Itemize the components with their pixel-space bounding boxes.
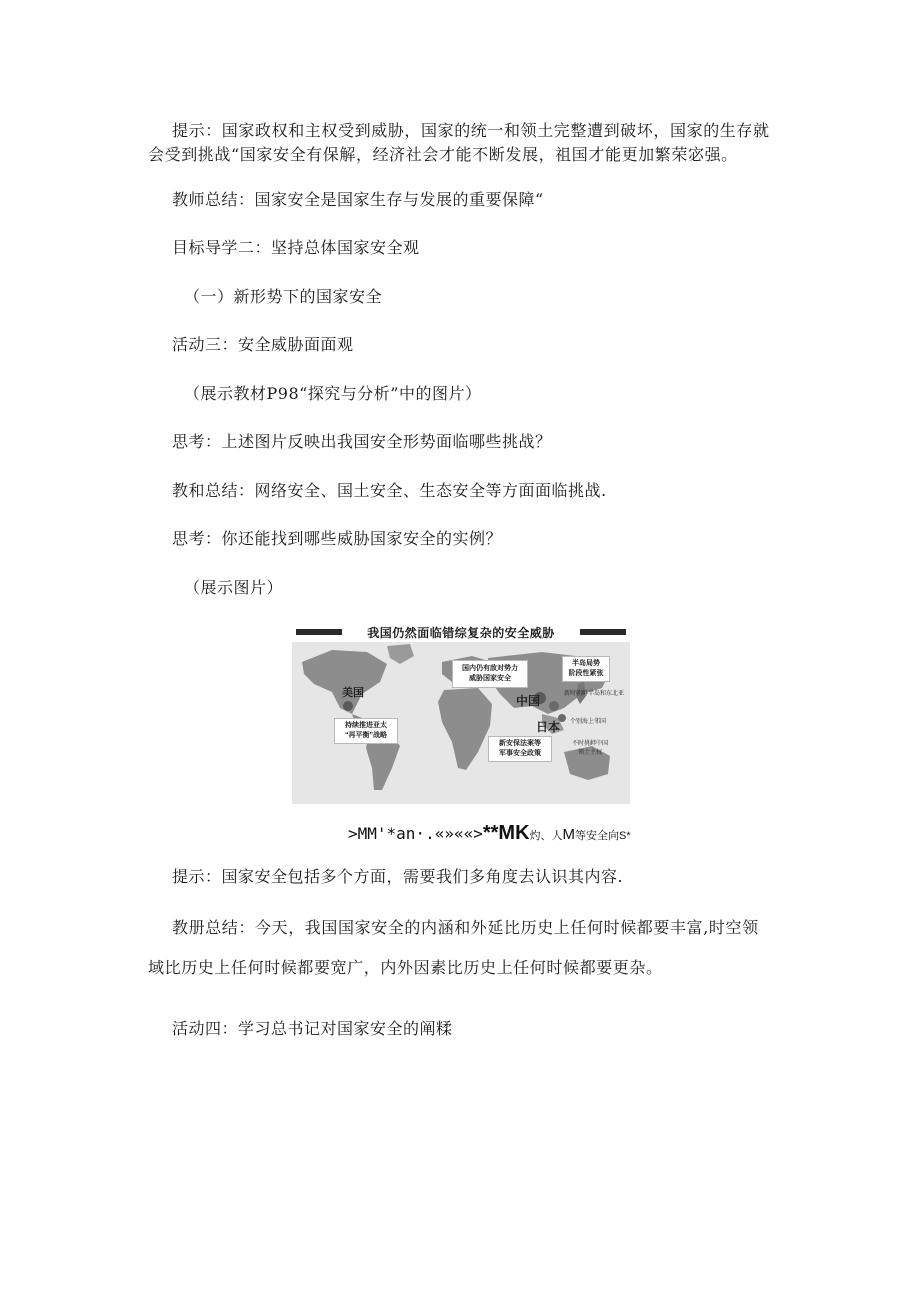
- activity-3-heading: 活动三：安全威胁面面观: [172, 335, 354, 354]
- threat-box-peninsula-line-1: 半岛局势: [572, 660, 600, 667]
- threat-box-security-law: [488, 736, 552, 762]
- goal-heading-2: 目标导学二：坚持总体国家安全观: [172, 238, 420, 257]
- summary-3-line-2: 域比历史上任何时候都要宽广，内外因素比历史上任何时候都要更杂。: [148, 958, 663, 977]
- hint-paragraph-1: [148, 119, 788, 167]
- show-textbook-note: （展示教材P98“探究与分析”中的图片）: [184, 384, 482, 403]
- threat-box-rebalance: [334, 718, 398, 744]
- sea-marker: [549, 701, 559, 711]
- summary-3-line-1: 教册总结：今天，我国国家安全的内涵和外延比历史上任何时候都要丰富,时空领: [172, 918, 759, 937]
- figure-title-bar: [292, 622, 630, 642]
- hint-1-line-2: 会受到挑战“国家安全有保解，经济社会才能不断发展，祖国才能更加繁荣宓强。: [148, 145, 738, 164]
- show-picture-note: （展示图片）: [184, 578, 284, 597]
- usa-marker: [343, 701, 353, 711]
- caption-part-1: >MM'*an·.«»««>: [348, 824, 483, 843]
- caption-part-2: **MK: [482, 822, 530, 844]
- title-bar-left: [296, 629, 342, 635]
- section-heading-1: （一）新形势下的国家安全: [184, 287, 383, 306]
- teacher-summary-1: 教师总结：国家安全是国家生存与发展的重要保障“: [172, 190, 544, 209]
- label-china: 中国: [516, 694, 541, 708]
- threat-label-northeast-asia: 新时朝鲜半岛和东北亚: [564, 691, 625, 697]
- threat-box-domestic-line-2: 威胁国家安全: [469, 675, 511, 682]
- threat-box-security-law-line-2: 军事安全政策: [499, 750, 541, 757]
- hint-paragraph-2: 提示：国家安全包括多个方面，需要我们多角度去认识其内容.: [172, 867, 624, 886]
- figure-title: 我国仍然面临错综复杂的安全威胁: [342, 624, 580, 641]
- caption-part-5: 等安全向S*: [575, 830, 631, 842]
- summary-3-paragraph: [148, 908, 788, 988]
- threat-label-provocation-line-1: 不时挑衅中国: [572, 741, 609, 747]
- world-map-graphic: [292, 622, 630, 804]
- label-japan: 日本: [536, 720, 561, 734]
- threat-box-rebalance-line-1: 持续推进亚太: [345, 722, 387, 729]
- threat-label-provocation-line-2: 领土主权: [578, 750, 603, 756]
- think-question-2: 思考：你还能找到哪些威胁国家安全的实例？: [172, 529, 503, 548]
- figure-caption: [348, 822, 631, 845]
- threat-box-peninsula-line-2: 阶段性紧张: [568, 670, 604, 677]
- title-bar-right: [580, 629, 626, 635]
- label-usa: 美国: [342, 687, 364, 699]
- threat-box-domestic: [452, 660, 528, 688]
- hint-1-line-1: 提示：国家政权和主权受到威胁，国家的统一和领土完整遭到破坏，国家的生存就: [172, 121, 770, 140]
- activity-4-heading: 活动四：学习总书记对国家安全的阐糅: [172, 1019, 453, 1038]
- caption-part-3: 灼、人: [529, 830, 563, 842]
- caption-part-4: M: [562, 826, 576, 843]
- threat-label-sea-neighbors: 个别海上邻国: [570, 719, 607, 725]
- security-threats-figure: [292, 622, 630, 804]
- threat-box-rebalance-line-2: “再平衡”战略: [345, 732, 387, 739]
- threat-box-security-law-line-1: 新安保法案等: [499, 740, 541, 747]
- summary-2: 教和总结：网络安全、国土安全、生态安全等方面面临挑战.: [172, 481, 607, 500]
- threat-box-domestic-line-1: 国内仍有敌对势力: [462, 665, 518, 672]
- threat-box-peninsula: [562, 656, 610, 682]
- think-question-1: 思考：上述图片反映出我国安全形势面临哪些挑战？: [172, 432, 552, 451]
- threat-label-provocation: [572, 740, 608, 758]
